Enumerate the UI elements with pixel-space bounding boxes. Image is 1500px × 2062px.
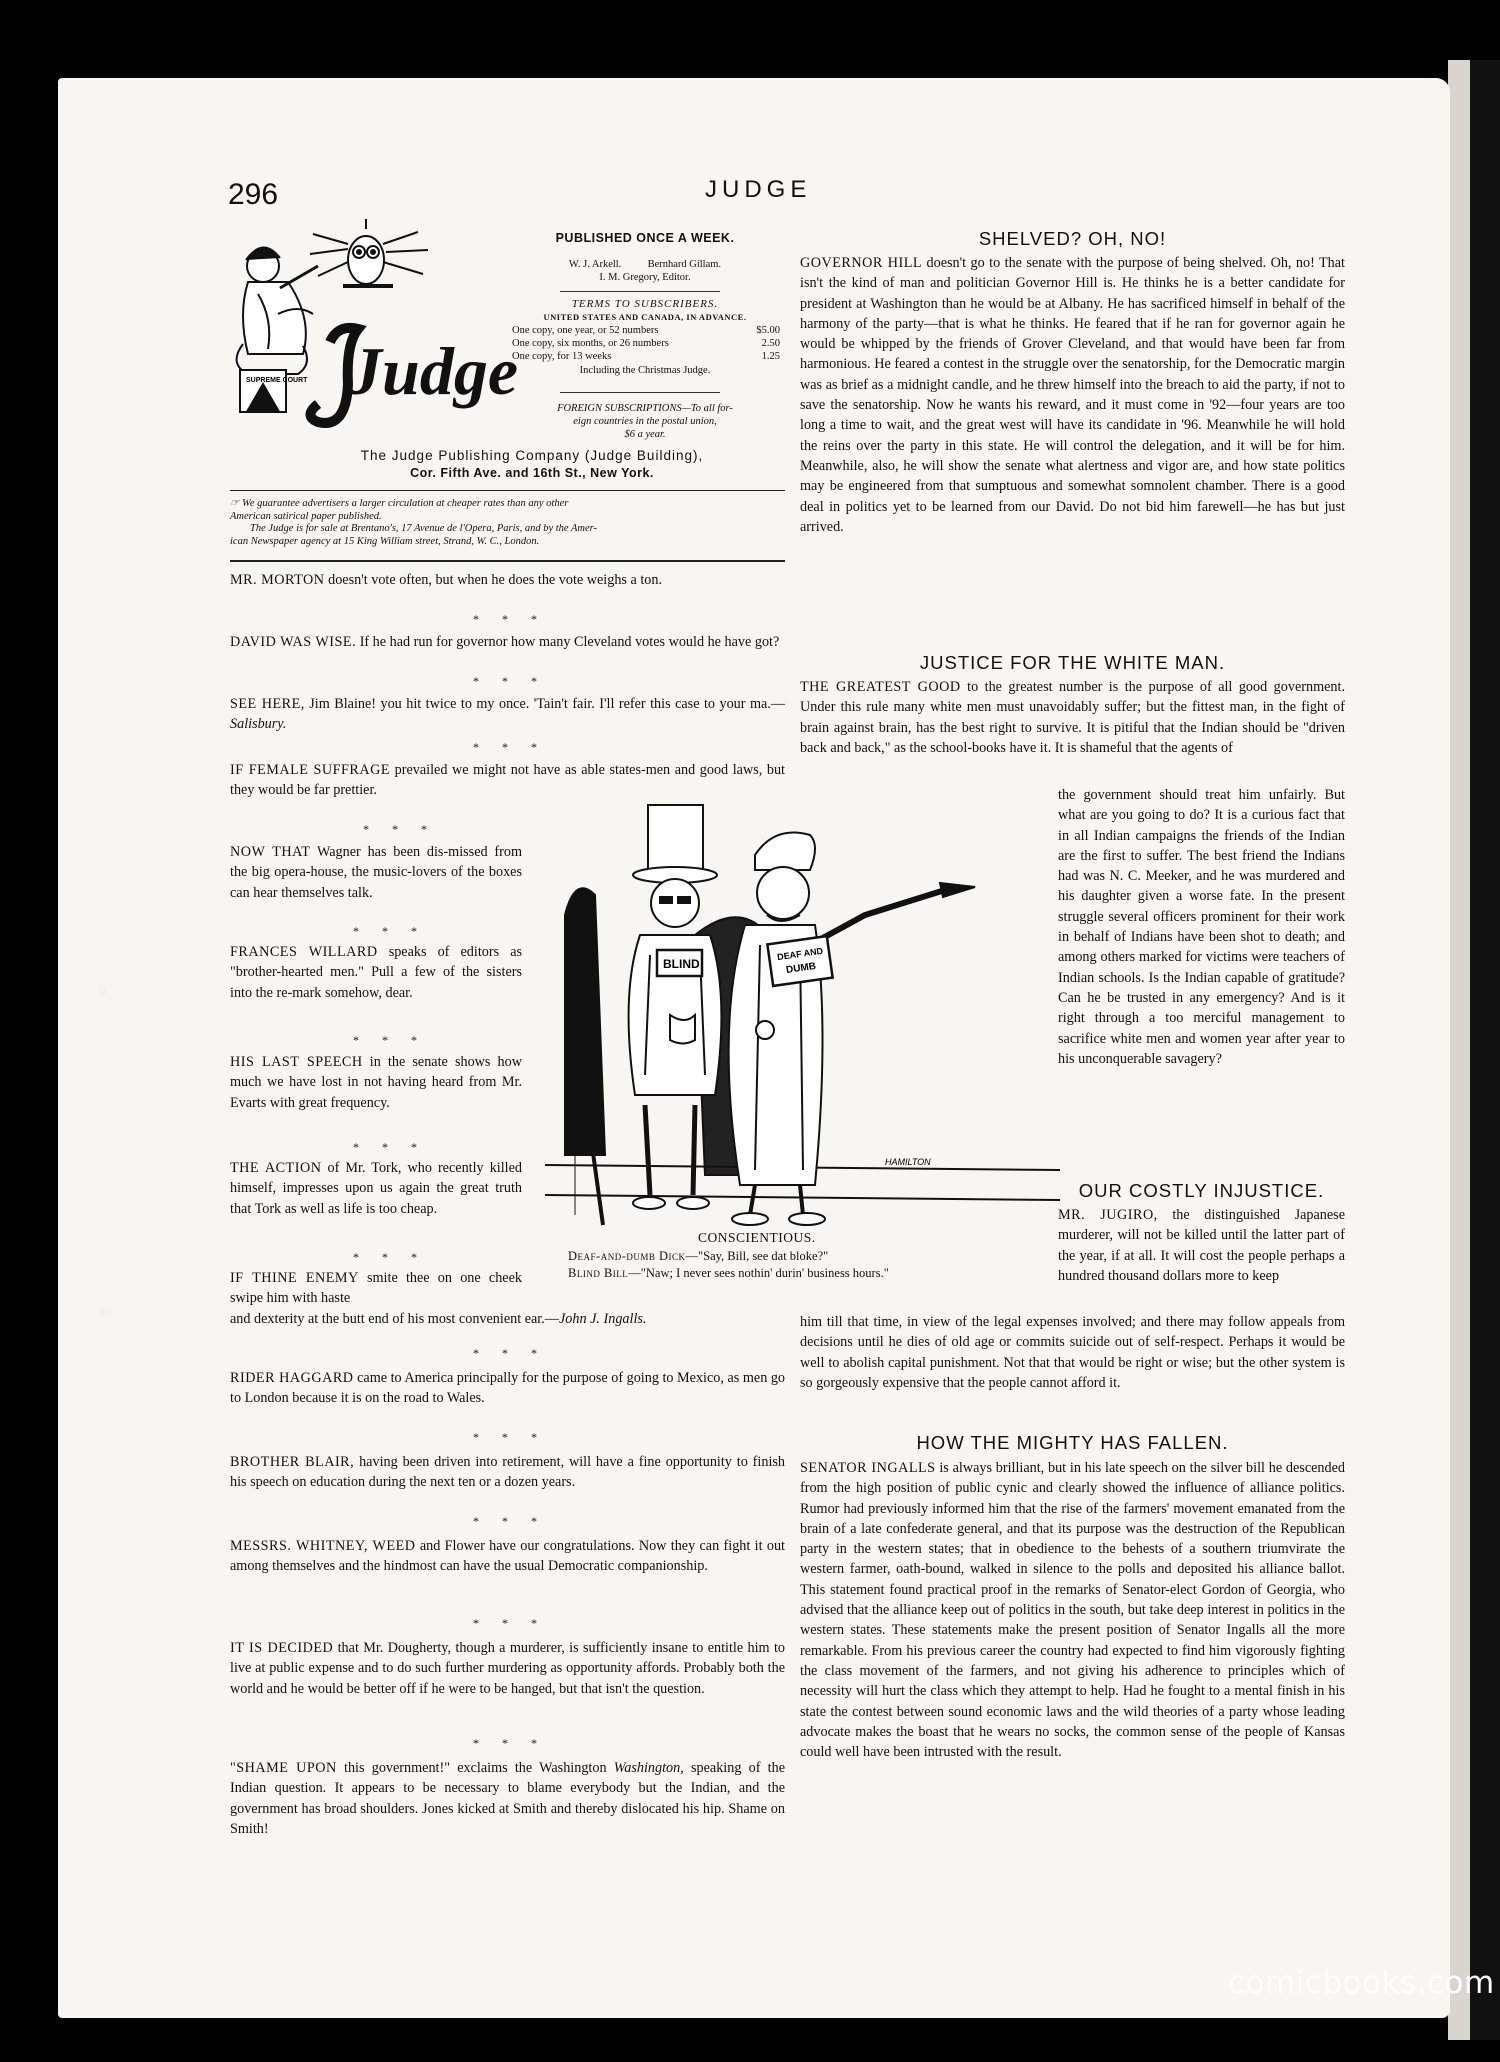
- heading-shelved: SHELVED? OH, NO!: [978, 228, 1167, 249]
- article-shelved: GOVERNOR HILL doesn't go to the senate with the purpose of being shelved. Oh, no! That isn't the kind of man and politician Governor Hill is. He thinks he is a better candidate for president at Washington than he would be at Albany. He has sacrificed himself in behalf of the harmony of the party—that is what he thinks. He feared that if he ran for governor again he would be whipped by the friends of Grover Cleveland, and that would have been far from harmonious. He feared a contest in the struggle over the senatorship, for the Democratic margin was as brief as a midnight candle, and he threw himself into the breach to aid the party, if not to save the senatorship. Now he wants his reward, and it must come in '92—four years are too long a time to wait, and the great west will have its candidate in '96. Meanwhile he will hold the reins over the party in this state. He will control the delegation, and it will be for him. Meanwhile, also, he will show the senate what alertness and vigor are, and how state politics may be engineered from that sumptuous and somewhat somnolent chamber. There is a good deal in politics yet to be learned from our David. Do not bid him farewell—he has but just arrived.: [800, 255, 1345, 535]
- separator-stars: * * *: [473, 740, 547, 754]
- christmas-note: Including the Christmas Judge.: [579, 365, 711, 376]
- separator-stars: * * *: [353, 1140, 427, 1154]
- cartoon-illustration: [545, 775, 1060, 1230]
- binding-hole: [98, 1306, 106, 1318]
- cartoon-caption-title: CONSCIENTIOUS.: [698, 1230, 816, 1245]
- watermark: comicbooks.com: [1228, 1965, 1495, 2001]
- item-willard: FRANCES WILLARD speaks of editors as "brother-hearted men." Pull a few of the sisters into the re-mark somehow, dear.: [230, 944, 523, 1001]
- item-wagner: NOW THAT Wagner has been dis-missed from the big opera-house, the music-lovers of the boxes can hear themselves talk.: [230, 844, 522, 901]
- editors-line: W. J. Arkell. Bernhard Gillam.: [568, 259, 722, 270]
- separator-stars: * * *: [353, 1033, 427, 1047]
- sign-blind: BLIND: [663, 957, 700, 971]
- heading-costly: OUR COSTLY INJUSTICE.: [1078, 1180, 1325, 1201]
- separator-stars: * * *: [473, 1736, 547, 1750]
- divider: [560, 392, 720, 393]
- divider: [230, 490, 785, 491]
- heading-justice: JUSTICE FOR THE WHITE MAN.: [919, 652, 1226, 673]
- separator-stars: * * *: [473, 1346, 547, 1360]
- item-evarts: HIS LAST SPEECH in the senate shows how much we have lost in not having heard from Mr. Evarts with great frequency.: [230, 1054, 522, 1111]
- item-haggard: RIDER HAGGARD came to America principally for the purpose of going to Mexico, as men go to London because it is on the road to Wales.: [230, 1370, 786, 1407]
- publisher-name: The Judge Publishing Company (Judge Building),: [360, 448, 704, 463]
- article-costly: MR. JUGIRO, the distinguished Japanese murderer, will not be killed until the latter part of the year, if at all. It will cost the people perhaps a hundred thousand dollars more to keep: [1058, 1207, 1346, 1284]
- artist-signature: HAMILTON: [885, 1157, 931, 1167]
- item-morton: MR. MORTON doesn't vote often, but when he does the vote weighs a ton.: [230, 572, 663, 588]
- foreign-subs: eign countries in the postal union,: [573, 416, 717, 427]
- cartoon-caption-line: Deaf-and-dumb Dick—"Say, Bill, see dat bloke?": [568, 1249, 829, 1263]
- foreign-subs: FOREIGN SUBSCRIPTIONS—To all for-: [557, 403, 733, 414]
- price-row: One copy, for 13 weeks 1.25: [512, 351, 780, 362]
- item-whitney: MESSRS. WHITNEY, WEED and Flower have our congratulations. Now they can fight it out among themselves and the hindmost can have the usual Democratic companionship.: [230, 1538, 785, 1575]
- article-mighty: SENATOR INGALLS is always brilliant, but in his late speech on the silver bill he descended from the high position of public cynic and clearly showed the influence of alliance politics. Rumor had previously informed him that the rise of the farmers' movement emanated from the brain of a late confederate general, and that its purpose was the destruction of the Republican party in the western states; that in obedience to the behests of a southern triumvirate the western farmer, oath-bound, walked in silence to the polls and deposited his alliance ballot. This statement found practical proof in the remarks of Senator-elect Gordon of Georgia, who advised that the alliance keep out of politics in the south, but take deep interest in politics in the western states. These statements make the present position of Senator Ingalls all the more remarkable. From his previous career the country had expected to find him vigorously fighting the class movement of the farmers, and not giving his adherence to principles which of necessity will hurt the class which they attempt to help. Had he fought to a mental finish in his state the contest between sound economic laws and the wild theories of a party whose leading advocate makes the boast that he wears no socks, the common sense of the people of Kansas could well have been intrusted with the result.: [800, 1460, 1346, 1761]
- sign-dumb: DUMB: [785, 960, 817, 976]
- separator-stars: * * *: [473, 674, 547, 688]
- price-row: One copy, one year, or 52 numbers $5.00: [512, 325, 780, 336]
- divider: [560, 291, 720, 292]
- article-justice: THE GREATEST GOOD to the greatest number is the purpose of all good government. Under this rule many white men must unavoidably suffer; but the fittest man, in the fight of brain against brain, has the best right to survive. It is pitiful that the Indian should be "driven back and back," as the school-books have it. It is shameful that the agents of: [800, 679, 1345, 756]
- separator-stars: * * *: [473, 1616, 547, 1630]
- item-blaine: SEE HERE, Jim Blaine! you hit twice to my once. 'Tain't fair. I'll refer this case to your ma.—Salisbury.: [230, 696, 786, 733]
- cartoon-caption-line: Blind Bill—"Naw; I never sees nothin' durin' business hours.": [568, 1266, 889, 1280]
- item-dougherty: IT IS DECIDED that Mr. Dougherty, though a murderer, is sufficiently insane to entitle him to live at public expense and to do such further murdering as opportunity affords. Probably both the world and he would be better off if he were to be hanged, but that isn't the question.: [230, 1640, 785, 1697]
- logo-badge-text: SUPREME COURT: [246, 377, 308, 384]
- publisher-address: Cor. Fifth Ave. and 16th St., New York.: [410, 466, 654, 480]
- separator-stars: * * *: [473, 1514, 547, 1528]
- page-number: 296: [228, 178, 279, 211]
- foreign-subs: $6 a year.: [624, 429, 666, 440]
- sign-deaf: DEAF AND: [776, 945, 824, 963]
- judge-logo: [218, 224, 518, 434]
- separator-stars: * * *: [473, 1430, 547, 1444]
- separator-stars: * * *: [353, 1250, 427, 1264]
- published-weekly: PUBLISHED ONCE A WEEK.: [555, 231, 735, 245]
- separator-stars: * * *: [363, 822, 437, 836]
- pointing-hand-icon: ☞: [230, 498, 243, 509]
- publication-title: JUDGE: [705, 176, 812, 203]
- price-row: One copy, six months, or 26 numbers 2.50: [512, 338, 780, 349]
- editor-name: I. M. Gregory, Editor.: [599, 272, 691, 283]
- article-justice-cont: the government should treat him unfairly. But what are you going to do? It is a curious fact that in all Indian campaigns the friends of the Indian are the first to suffer. The best friend the Indians had was N. C. Meeker, and he was murdered and his daughter given a worse fate. In the present struggle several officers prominent for their work in behalf of Indians have been shot to death; and among others marked for victims were teachers of Indian schools. Is the Indian capable of gratitude? Can he be trusted in any emergency? And is it right through a too merciful management to sacrifice white men and women year after year to his unconquerable savagery?: [1058, 787, 1345, 1067]
- item-tork: THE ACTION of Mr. Tork, who recently killed himself, impresses upon us again the great truth that Tork as well as life is too cheap.: [230, 1160, 523, 1217]
- item-suffrage: IF FEMALE SUFFRAGE prevailed we might not have as able states-men and good laws, but they would be far prettier.: [230, 762, 785, 799]
- logo-script-text: Judge: [348, 333, 518, 409]
- item-enemy: IF THINE ENEMY smite thee on one cheek swipe him with haste: [230, 1270, 522, 1307]
- binding-hole: [98, 984, 106, 996]
- scan-shadow: [1470, 60, 1500, 2040]
- item-david: DAVID WAS WISE. If he had run for governor how many Cleveland votes would he have got?: [230, 634, 780, 650]
- heading-mighty: HOW THE MIGHTY HAS FALLEN.: [916, 1432, 1229, 1453]
- item-blair: BROTHER BLAIR, having been driven into retirement, will have a fine opportunity to finish his speech on education during the next ten or a dozen years.: [230, 1454, 785, 1491]
- separator-stars: * * *: [353, 924, 427, 938]
- item-shame: "SHAME UPON this government!" exclaims the Washington Washington, speaking of the Indian question. It appears to be necessary to blame everybody but the Indian, and the government has broad shoulders. Jones kicked at Smith and thereby dislocated his hip. Shame on Smith!: [230, 1760, 785, 1837]
- guarantee-note: ☞ We guarantee advertisers a larger circulation at cheaper rates than any other American satirical paper published. The Judge is for sale at Brentano's, 17 Avenue de l'Opera, Paris, and by the Amer- ican Newspaper agency at 15 King William street, Strand, W. C., London.: [230, 498, 598, 547]
- terms-subtitle: UNITED STATES AND CANADA, IN ADVANCE.: [543, 312, 747, 322]
- divider: [230, 560, 785, 562]
- separator-stars: * * *: [473, 612, 547, 626]
- article-costly-cont: him till that time, in view of the legal expenses involved; and there may follow appeals from decisions until he dies of old age or commits suicide out of self-respect. Perhaps it would be well to abolish capital punishment. Not that that would be right or wise; but the other system is so gorgeously expensive that the people cannot afford it.: [800, 1314, 1345, 1391]
- terms-title: TERMS TO SUBSCRIBERS.: [571, 298, 719, 310]
- item-enemy-cont: and dexterity at the butt end of his most convenient ear.—John J. Ingalls.: [230, 1311, 647, 1327]
